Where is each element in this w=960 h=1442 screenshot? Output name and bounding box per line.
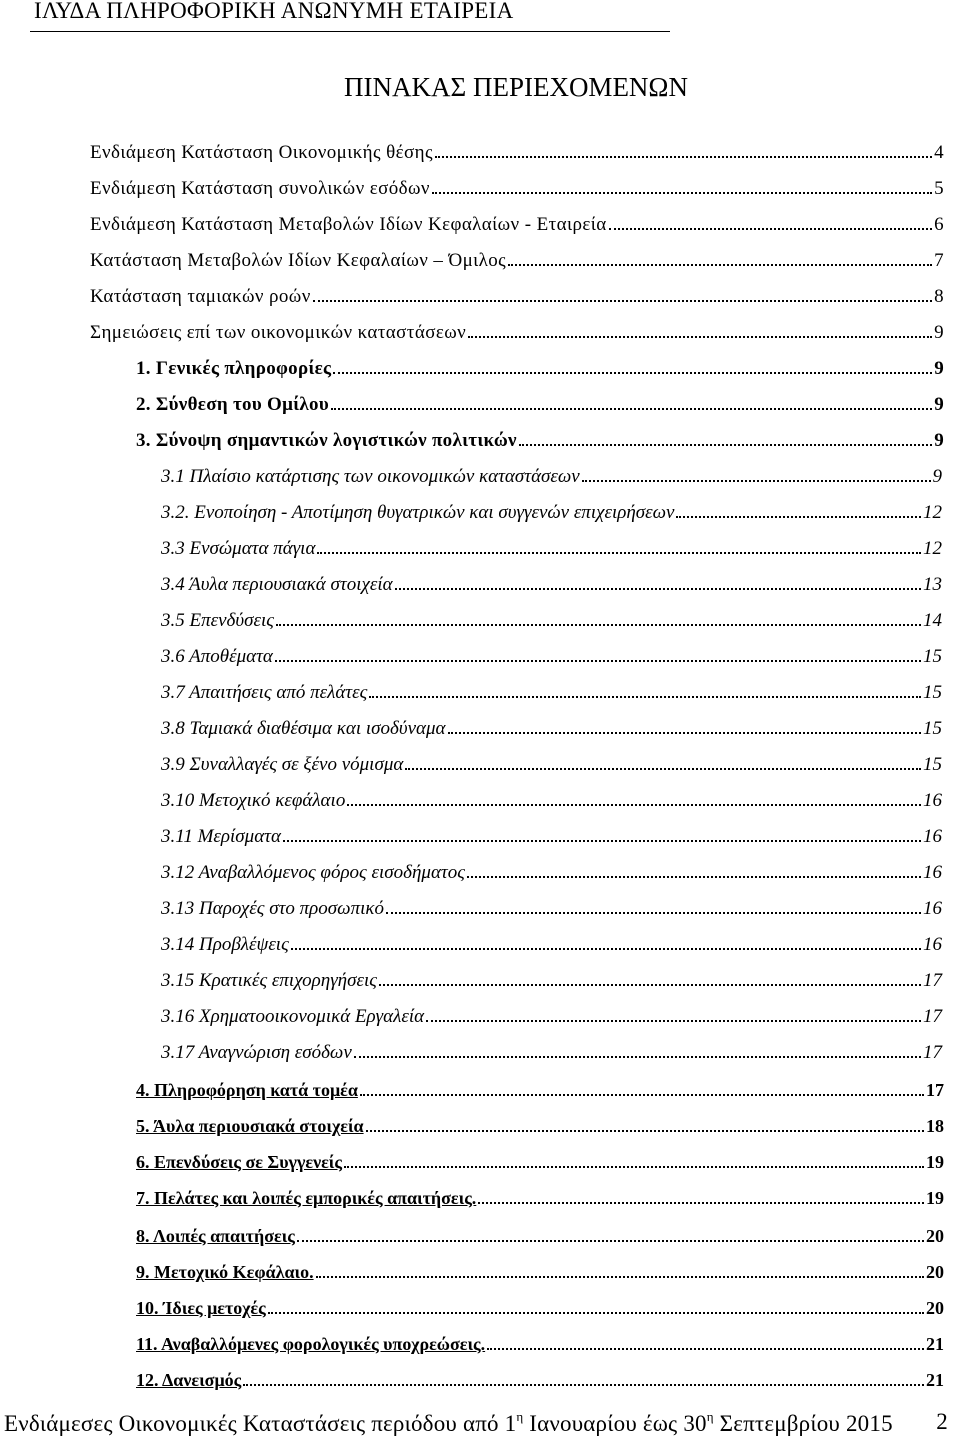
toc-entry[interactable] — [136, 1334, 944, 1362]
toc-entry[interactable] — [161, 970, 942, 998]
toc-dot-leader — [316, 1276, 924, 1278]
toc-entry[interactable] — [90, 214, 944, 242]
toc-entry-title: 8. Λοιπές απαιτήσεις — [136, 1226, 295, 1246]
toc-entry[interactable] — [161, 682, 942, 710]
toc-dot-leader — [291, 948, 921, 950]
toc-entry[interactable] — [136, 1080, 944, 1108]
toc-entry-page-number: 16 — [923, 826, 942, 847]
toc-entry[interactable] — [161, 718, 942, 746]
toc-dot-leader — [354, 1056, 921, 1058]
toc-entry-page-number: 16 — [923, 934, 942, 955]
toc-entry[interactable] — [161, 898, 942, 926]
toc-entry-title: Ενδιάμεση Κατάσταση συνολικών εσόδων — [90, 178, 430, 199]
toc-entry-title: Σημειώσεις επί των οικονομικών καταστάσεων — [90, 322, 467, 343]
toc-dot-leader — [379, 984, 921, 986]
toc-entry-page-number: 9 — [934, 394, 944, 415]
toc-dot-leader — [426, 1020, 921, 1022]
toc-entry[interactable] — [90, 286, 944, 314]
toc-entry-page-number: 15 — [923, 718, 942, 739]
toc-entry-title: 3.16 Χρηματοοικονομικά Εργαλεία — [161, 1006, 425, 1027]
toc-dot-leader — [386, 912, 921, 914]
toc-entry-title: Ενδιάμεση Κατάσταση Μεταβολών Ιδίων Κεφαλαίων - Εταιρεία — [90, 214, 607, 235]
toc-entry-title: 3.6 Αποθέματα — [161, 646, 273, 667]
toc-dot-leader — [283, 840, 921, 842]
footer-superscript-1: η — [516, 1409, 524, 1424]
toc-entry-title: Κατάσταση ταμιακών ροών — [90, 286, 311, 307]
toc-entry-page-number: 17 — [923, 970, 942, 991]
toc-entry-page-number: 21 — [926, 1370, 944, 1390]
toc-dot-leader — [508, 264, 932, 266]
toc-entry-page-number: 20 — [926, 1226, 944, 1246]
toc-entry[interactable] — [161, 646, 942, 674]
toc-entry-title: 3.17 Αναγνώριση εσόδων — [161, 1042, 352, 1063]
toc-dot-leader — [369, 696, 921, 698]
toc-entry-page-number: 9 — [934, 430, 944, 451]
toc-entry-title: 3.11 Μερίσματα — [161, 826, 281, 847]
toc-entry[interactable] — [136, 430, 944, 458]
toc-dot-leader — [676, 516, 921, 518]
toc-dot-leader — [467, 876, 921, 878]
toc-dot-leader — [448, 732, 922, 734]
toc-dot-leader — [405, 768, 921, 770]
toc-entry[interactable] — [161, 466, 942, 494]
toc-entry-page-number: 16 — [923, 898, 942, 919]
toc-dot-leader — [276, 624, 921, 626]
toc-entry-page-number: 16 — [923, 862, 942, 883]
footer-superscript-2: η — [706, 1409, 714, 1424]
toc-entry[interactable] — [90, 250, 944, 278]
toc-entry-title: 3.1 Πλαίσιο κατάρτισης των οικονομικών καταστάσεων — [161, 466, 580, 487]
toc-dot-leader — [582, 480, 931, 482]
footer-page-number: 2 — [936, 1409, 948, 1434]
toc-entry-title: 7. Πελάτες και λοιπές εμπορικές απαιτήσεις. — [136, 1188, 477, 1208]
toc-entry[interactable] — [136, 1226, 944, 1254]
toc-entry[interactable] — [161, 538, 942, 566]
toc-entry-page-number: 17 — [926, 1080, 944, 1100]
toc-entry[interactable] — [161, 934, 942, 962]
toc-entry-page-number: 19 — [926, 1152, 944, 1172]
toc-entry-title: 3.10 Μετοχικό κεφάλαιο — [161, 790, 346, 811]
toc-dot-leader — [432, 192, 932, 194]
toc-entry-page-number: 21 — [926, 1334, 944, 1354]
toc-entry-page-number: 20 — [926, 1298, 944, 1318]
toc-entry[interactable] — [90, 322, 944, 350]
footer-text-middle: Ιανουαρίου έως 30 — [523, 1411, 707, 1436]
toc-dot-leader — [331, 408, 932, 410]
company-header: ΙΛΥΔΑ ΠΛΗΡΟΦΟΡΙΚΗ ΑΝΩΝΥΜΗ ΕΤΑΙΡΕΙΑ — [34, 0, 514, 23]
toc-entry[interactable] — [161, 502, 942, 530]
toc-title: ΠΙΝΑΚΑΣ ΠΕΡΙΕΧΟΜΕΝΩΝ — [344, 72, 688, 102]
toc-entry-title: Κατάσταση Μεταβολών Ιδίων Κεφαλαίων – Όμιλος — [90, 250, 507, 271]
toc-entry[interactable] — [161, 790, 942, 818]
toc-entry-title: 10. Ίδιες μετοχές — [136, 1298, 266, 1318]
toc-entry-page-number: 7 — [934, 250, 944, 271]
toc-dot-leader — [487, 1348, 924, 1350]
toc-dot-leader — [344, 1166, 924, 1168]
toc-entry-page-number: 9 — [934, 358, 944, 379]
toc-entry[interactable] — [136, 358, 944, 386]
toc-entry[interactable] — [136, 1188, 944, 1216]
toc-entry-page-number: 4 — [934, 142, 944, 163]
toc-dot-leader — [360, 1094, 924, 1096]
toc-entry[interactable] — [136, 1298, 944, 1326]
toc-entry[interactable] — [136, 1262, 944, 1290]
toc-dot-leader — [333, 372, 932, 374]
toc-dot-leader — [313, 300, 932, 302]
toc-entry-title: 6. Επενδύσεις σε Συγγενείς — [136, 1152, 342, 1172]
toc-dot-leader — [395, 588, 921, 590]
toc-entry-title: 3.2. Ενοποίηση - Αποτίμηση θυγατρικών και συγγενών επιχειρήσεων — [161, 502, 675, 523]
toc-entry-title: 11. Αναβαλλόμενες φορολογικές υποχρεώσεις. — [136, 1334, 486, 1354]
toc-entry-title: 1. Γενικές πληροφορίες — [136, 358, 332, 379]
toc-entry-title: 3.8 Ταμιακά διαθέσιμα και ισοδύναμα — [161, 718, 446, 739]
toc-entry-title: Ενδιάμεση Κατάσταση Οικονομικής θέσης — [90, 142, 433, 163]
toc-entry-title: 12. Δανεισμός — [136, 1370, 242, 1390]
footer-text-start: Ενδιάμεσες Οικονομικές Καταστάσεις περιόδου από 1 — [4, 1411, 517, 1436]
toc-entry[interactable] — [136, 394, 944, 422]
toc-entry-title: 3.4 Άυλα περιουσιακά στοιχεία — [161, 574, 393, 595]
toc-entry[interactable] — [161, 826, 942, 854]
toc-entry[interactable] — [90, 178, 944, 206]
page-footer — [4, 1409, 956, 1437]
toc-entry-title: 3.14 Προβλέψεις — [161, 934, 289, 955]
toc-entry-page-number: 9 — [932, 466, 942, 487]
toc-entry-title: 9. Μετοχικό Κεφάλαιο. — [136, 1262, 314, 1282]
toc-entry-page-number: 14 — [923, 610, 942, 631]
toc-entry-page-number: 8 — [934, 286, 944, 307]
toc-entry[interactable] — [161, 1006, 942, 1034]
toc-entry-title: 3.12 Αναβαλλόμενος φόρος εισοδήματος — [161, 862, 465, 883]
toc-dot-leader — [478, 1202, 924, 1204]
toc-entry-page-number: 5 — [934, 178, 944, 199]
toc-entry[interactable] — [161, 754, 942, 782]
toc-entry-page-number: 9 — [934, 322, 944, 343]
toc-entry[interactable] — [136, 1116, 944, 1144]
toc-entry-page-number: 6 — [934, 214, 944, 235]
toc-entry-page-number: 17 — [923, 1006, 942, 1027]
toc-entry-page-number: 17 — [923, 1042, 942, 1063]
toc-dot-leader — [275, 660, 921, 662]
toc-dot-leader — [317, 552, 921, 554]
toc-entry-title: 3.13 Παροχές στο προσωπικό — [161, 898, 384, 919]
toc-entry-title: 2. Σύνθεση του Ομίλου — [136, 394, 329, 415]
toc-entry-title: 5. Άυλα περιουσιακά στοιχεία — [136, 1116, 364, 1136]
toc-entry-page-number: 12 — [923, 502, 942, 523]
toc-entry-page-number: 15 — [923, 646, 942, 667]
toc-entry[interactable] — [161, 610, 942, 638]
toc-entry-title: 3.5 Επενδύσεις — [161, 610, 274, 631]
toc-dot-leader — [468, 336, 932, 338]
toc-entry-page-number: 18 — [926, 1116, 944, 1136]
toc-entry-title: 3.15 Κρατικές επιχορηγήσεις — [161, 970, 377, 991]
toc-entry-title: 3.7 Απαιτήσεις από πελάτες — [161, 682, 368, 703]
toc-entry[interactable] — [136, 1152, 944, 1180]
toc-entry-title: 4. Πληροφόρηση κατά τομέα — [136, 1080, 358, 1100]
footer-text-end: Σεπτεμβρίου 2015 — [713, 1411, 893, 1436]
toc-entry-page-number: 16 — [923, 790, 942, 811]
toc-entry[interactable] — [90, 142, 944, 170]
toc-entry-page-number: 13 — [923, 574, 942, 595]
toc-entry[interactable] — [161, 574, 942, 602]
toc-dot-leader — [519, 444, 932, 446]
toc-dot-leader — [435, 156, 932, 158]
toc-entry-title: 3.9 Συναλλαγές σε ξένο νόμισμα — [161, 754, 404, 775]
toc-dot-leader — [609, 228, 932, 230]
toc-entry-title: 3. Σύνοψη σημαντικών λογιστικών πολιτικών — [136, 430, 517, 451]
toc-entry[interactable] — [161, 862, 942, 890]
toc-entry[interactable] — [136, 1370, 944, 1398]
toc-dot-leader — [347, 804, 921, 806]
toc-entry-page-number: 19 — [926, 1188, 944, 1208]
toc-dot-leader — [366, 1130, 924, 1132]
toc-entry-page-number: 12 — [923, 538, 942, 559]
toc-dot-leader — [268, 1312, 924, 1314]
toc-entry-page-number: 20 — [926, 1262, 944, 1282]
toc-entry[interactable] — [161, 1042, 942, 1070]
toc-entry-title: 3.3 Ενσώματα πάγια — [161, 538, 316, 559]
toc-dot-leader — [243, 1384, 924, 1386]
toc-dot-leader — [297, 1240, 924, 1242]
toc-entry-page-number: 15 — [923, 682, 942, 703]
toc-entry-page-number: 15 — [923, 754, 942, 775]
